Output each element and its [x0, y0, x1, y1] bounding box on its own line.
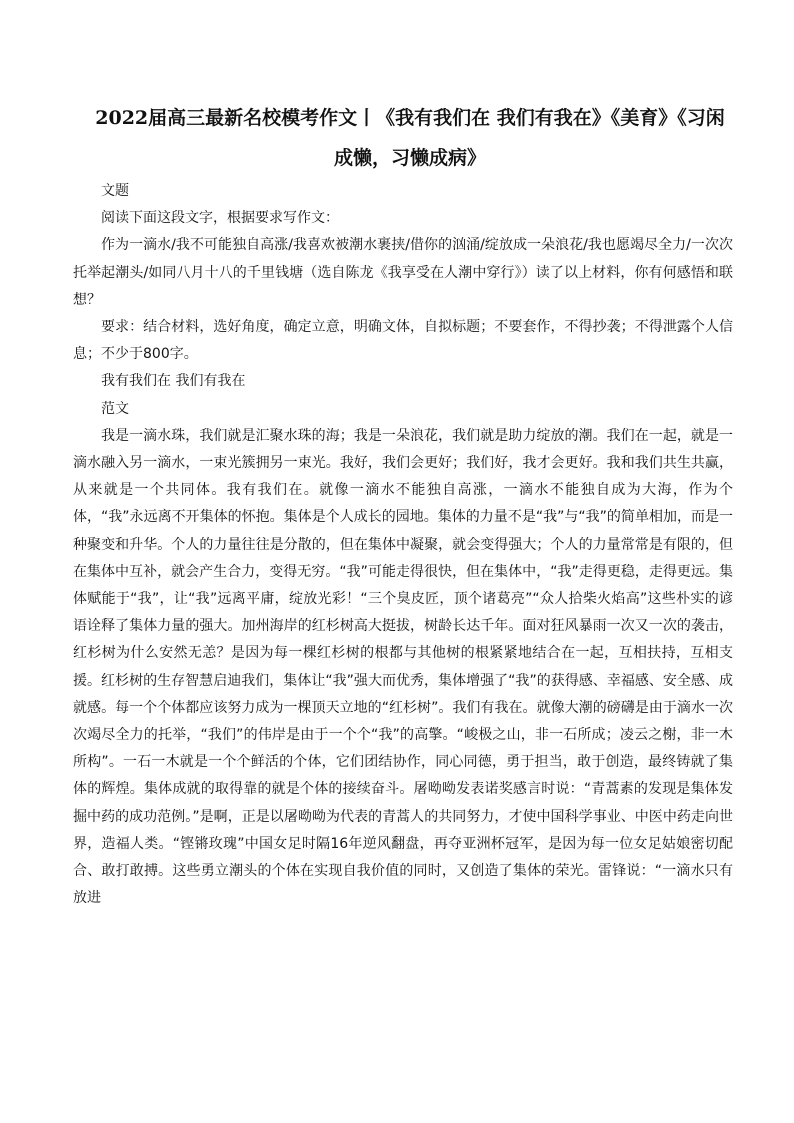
section-heading-sample: 范文	[101, 400, 129, 417]
essay-title: 我有我们在 我们有我在	[101, 373, 246, 390]
instruction-paragraph: 阅读下面这段文字，根据要求写作文：	[101, 210, 339, 227]
section-heading-prompt: 文题	[101, 183, 129, 199]
requirements-paragraph: 要求：结合材料，选好角度，确定立意，明确文体，自拟标题；不要套作，不得抄袭；不得泄露个人信息；不少于800字。	[73, 319, 733, 363]
essay-body-paragraph: 我是一滴水珠，我们就是汇聚水珠的海；我是一朵浪花，我们就是助力绽放的潮。我们在一起，就是一滴水融入另一滴水，一束光簇拥另一束光。我好，我们会更好；我们好，我才会更好。我和我们共生共赢，从来就是一个共同体。我有我们在。就像一滴水不能独自高涨，一滴水不能独自成为大海，作为个体，“我”永远离不开集体的怀抱。集体是个人成长的园地。集体的力量不是“我”与“我”的简单相加，而是一种聚变和升华。个人的力量往往是分散的，但在集体中凝聚，就会变得强大；个人的力量常常是有限的，但在集体中互补，就会产生合力，变得无穷。“我”可能走得很快，但在集体中，“我”走得更稳，走得更远。集体赋能于“我”，让“我”远离平庸，绽放光彩！“三个臭皮匠，顶个诸葛亮”“众人拾柴火焰高”这些朴实的谚语诠释了集体力量的强大。加州海岸的红杉树高大挺拔，树龄长达千年。面对狂风暴雨一次又一次的袭击，红杉树为什么安然无恙？是因为每一棵红杉树的根都与其他树的根紧紧地结合在一起，互相扶持，互相支援。红杉树的生存智慧启迪我们，集体让“我”强大而优秀，集体增强了“我”的获得感、幸福感、安全感、成就感。每一个个体都应该努力成为一棵顶天立地的“红杉树”。我们有我在。就像大潮的磅礴是由于滴水一次次竭尽全力的托举，“我们”的伟岸是由于一个个“我”的高擎。“峻极之山，非一石所成；凌云之榭，非一木所构”。一石一木就是一个个鲜活的个体，它们团结协作，同心同德，勇于担当，敢于创造，最终铸就了集体的辉煌。集体成就的取得靠的就是个体的接续奋斗。屠呦呦发表诺奖感言时说：“青蒿素的发现是集体发掘中药的成功范例。”是啊，正是以屠呦呦为代表的青蒿人的共同努力，才使中国科学事业、中医中药走向世界，造福人类。“铿锵玫瑰”中国女足时隔16年逆风翻盘，再夺亚洲杯冠军，是因为每一位女足姑娘密切配合、敢打敢搏。这些勇立潮头的个体在实现自我价值的同时，又创造了集体的荣光。雷锋说：“一滴水只有放进	[73, 427, 733, 907]
material-paragraph: 作为一滴水/我不可能独自高涨/我喜欢被潮水裹挟/借你的汹涌/绽放成一朵浪花/我也愿竭尽全力/一次次托举起潮头/如同八月十八的千里钱塘（选自陈龙《我享受在人潮中穿行》）读了以上材料，你有何感悟和联想？	[73, 237, 733, 308]
document-title: 2022届高三最新名校模考作文丨《我有我们在 我们有我在》《美育》《习闲成懒，习懒成病》	[95, 107, 725, 169]
document-body	[73, 178, 733, 912]
